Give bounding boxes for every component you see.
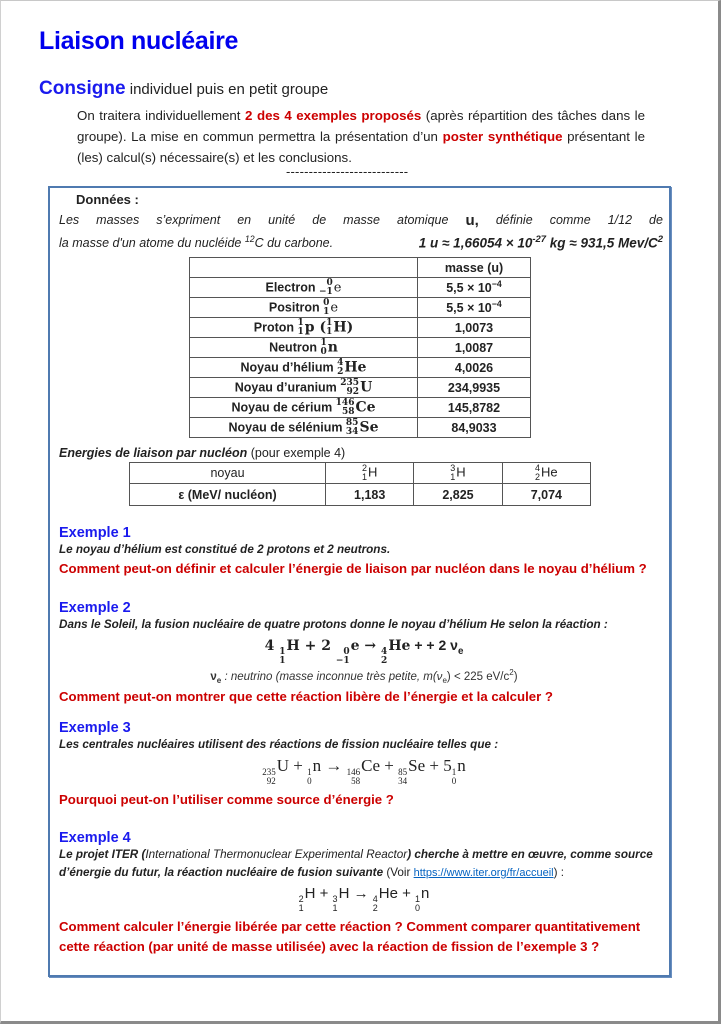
- nuclide-index: 1 1: [326, 317, 333, 337]
- example-1: [59, 525, 669, 579]
- example-2-title: Exemple 2: [59, 600, 131, 616]
- table-row: [190, 398, 531, 418]
- example-4-question: Comment calculer l’énergie libérée par cette réaction ? Comment comparer quantitativement cette réaction (par unité de masse utilisée) avec la réaction de fission de l’exemple 3 ?: [59, 919, 641, 954]
- nuclide-index: 1 0: [307, 767, 312, 786]
- donnees-word: Les: [59, 213, 80, 227]
- nuclide-index: 1 0: [415, 894, 421, 913]
- donnees-line-2: [59, 230, 663, 253]
- neutrino-subscript: e: [457, 645, 464, 657]
- hydrogen-symbol: H: [286, 638, 300, 654]
- example-2-description: Dans le Soleil, la fusion nucléaire de quatre protons donne le noyau d’hélium He selon la réaction :: [59, 618, 608, 631]
- nuclide-index: 0 1: [323, 297, 330, 317]
- energy-caption-italic: Energies de liaison par nucléon: [59, 446, 248, 460]
- donnees-word: unité: [268, 213, 296, 227]
- example-2-question: Comment peut-on montrer que cette réaction libère de l’énergie et la calculer ?: [59, 689, 553, 705]
- donnees-word: s’expriment: [156, 213, 221, 227]
- desc-d: (Voir: [383, 866, 414, 879]
- nuclide-index: 85 34: [345, 417, 359, 437]
- example-2: [59, 600, 669, 707]
- separator: ---------------------------: [286, 164, 409, 179]
- energy-table-caption: [59, 446, 345, 460]
- intro-text-1: On traitera individuellement: [77, 108, 246, 123]
- example-3: [59, 720, 669, 810]
- intro-text-2: (après répartition des tâches dans le groupe). La mise en commun permettra la présentation d’un: [77, 108, 645, 144]
- nuclide-index: 235 92: [262, 767, 276, 786]
- energy-value-cell: 2,825: [414, 484, 502, 506]
- nuclide-index: 0 −1: [318, 277, 333, 297]
- example-4-description: [59, 846, 669, 882]
- intro-highlight-examples: 2 des 4 exemples proposés: [245, 108, 422, 123]
- nuclide-index: 1 0: [451, 767, 457, 786]
- donnees-word: atomique: [397, 213, 449, 227]
- example-4: [59, 830, 669, 957]
- header-cell: 4 2 He: [502, 463, 590, 484]
- table-row: [190, 378, 531, 398]
- nuclide-index: 146 58: [346, 767, 361, 786]
- consigne-heading: [39, 78, 328, 100]
- mass-value-cell: 1,0087: [418, 338, 531, 358]
- reaction-arrow: →: [359, 638, 382, 654]
- nuclide-index: 1 1: [297, 317, 304, 337]
- consigne-subtitle: individuel puis en petit groupe: [129, 81, 329, 98]
- example-1-description: Le noyau d’hélium est constitué de 2 protons et 2 neutrons.: [59, 543, 391, 556]
- header-cell: 3 1 H: [414, 463, 502, 484]
- iter-link[interactable]: https://www.iter.org/fr/accueil: [413, 867, 554, 879]
- neutrino-note-limit: ) < 225 eV/c: [446, 670, 510, 683]
- example-3-description: Les centrales nucléaires utilisent des réactions de fission nucléaire telles que :: [59, 738, 499, 751]
- donnees-line-1: [59, 211, 663, 230]
- example-3-fission-equation: 235 92 U + 1 0 n → 146 58 Ce + 85 34 Se + 5 1 0 n: [262, 756, 466, 786]
- particle-cell: Neutron 1 0 n: [190, 338, 418, 358]
- donnees-text: [59, 211, 663, 253]
- consigne-keyword: Consigne: [39, 78, 126, 99]
- desc-c: ) cherche à mettre en œuvre, comme source d’énergie du futur, la réaction nucléaire de fusion suivante: [59, 848, 653, 879]
- neutrino-note-end: ): [513, 670, 518, 683]
- particle-cell: Noyau d’uranium 235 92 U: [190, 378, 418, 398]
- nuclide-index: 2 1: [298, 894, 304, 913]
- donnees-word: comme: [549, 213, 591, 227]
- row-label: ε (MeV/ nucléon): [130, 484, 326, 506]
- donnees-definition: [59, 230, 333, 253]
- eq-products: + + 2 ν: [410, 637, 458, 653]
- header-cell: 2 1 H: [326, 463, 414, 484]
- table-row: [190, 338, 531, 358]
- intro-text-3: présentant le (les) calcul(s) nécessaire(s) et les conclusions.: [77, 129, 646, 165]
- energy-table-header: [130, 463, 591, 484]
- mass-value-cell: $5,5 \times 10^{-4}$: [418, 278, 531, 298]
- energy-caption-rest: (pour exemple 4): [247, 446, 346, 460]
- mass-value-cell: 4,0026: [418, 358, 531, 378]
- neutrino-note-sub: e: [442, 676, 447, 686]
- particle-cell: Electron 0 −1 e: [190, 278, 418, 298]
- mass-value-cell: 1,0073: [418, 318, 531, 338]
- mass-value-cell: $5,5 \times 10^{-4}$: [418, 298, 531, 318]
- example-3-title: Exemple 3: [59, 720, 131, 736]
- donnees-word: définie: [495, 213, 533, 227]
- particle-cell: Noyau d’hélium 4 2 He: [190, 358, 418, 378]
- page-title: Liaison nucléaire: [39, 27, 239, 55]
- nuclide-index: 1 0: [320, 337, 327, 357]
- neutrino-note-text: : neutrino (masse inconnue très petite, m(ν: [221, 670, 443, 683]
- table-row: [190, 298, 531, 318]
- donnees-word: de: [649, 213, 663, 227]
- nuclide-index: 4 2: [381, 647, 388, 666]
- nuclide-index: 4 2: [337, 357, 344, 377]
- particle-cell: Proton 1 1 p ( 1 1 H): [190, 318, 418, 338]
- desc-a: Le projet ITER (: [59, 848, 146, 861]
- neutrino-note-exp: 2: [509, 668, 514, 677]
- header-cell: noyau: [130, 463, 326, 484]
- nuclide-index: 0 −1: [335, 647, 350, 666]
- consigne-instructions: [77, 105, 645, 168]
- header-cell: [190, 258, 418, 278]
- mass-table: [189, 257, 531, 438]
- table-row: [130, 484, 591, 506]
- intro-highlight-poster: poster synthétique: [442, 129, 563, 144]
- nuclide-index: 235 92: [340, 377, 360, 397]
- donnees-word: u,: [465, 212, 479, 229]
- example-4-title: Exemple 4: [59, 830, 131, 846]
- mass-value-cell: 84,9033: [418, 418, 531, 438]
- energy-value-cell: 1,183: [326, 484, 414, 506]
- particle-cell: Positron 0 1 e: [190, 298, 418, 318]
- example-3-question: Pourquoi peut-on l’utiliser comme source d’énergie ?: [59, 792, 394, 807]
- nuclide-index: 1 1: [279, 647, 286, 666]
- donnees-conversion: [419, 230, 663, 253]
- table-row: [190, 278, 531, 298]
- helium-symbol: He: [388, 638, 411, 654]
- conversion-text: 1 u ≈ 1,66054 × 10: [418, 235, 533, 251]
- table-row: [190, 358, 531, 378]
- mass-value-cell: 145,8782: [418, 398, 531, 418]
- conversion-exponent: -27: [532, 234, 547, 245]
- table-row: [190, 418, 531, 438]
- desc-e: ) :: [553, 866, 564, 879]
- donnees-word: de: [312, 213, 327, 227]
- eq-coef: 4: [264, 638, 280, 654]
- conversion-exponent-2: 2: [657, 234, 663, 245]
- conversion-text-2: kg ≈ 931,5 Mev/C: [546, 235, 658, 251]
- neutrino-symbol: ν: [210, 670, 217, 683]
- eq-coef: + 2: [299, 638, 336, 654]
- nuclide-index: 146 58: [335, 397, 355, 417]
- example-2-equation: [59, 637, 669, 666]
- particle-cell: Noyau de sélénium 85 34 Se: [190, 418, 418, 438]
- nuclide-index: 3 1: [332, 894, 338, 913]
- iter-full-name: International Thermonuclear Experimental Reactor: [145, 848, 408, 861]
- example-4-fusion-equation: 2 1 H + 3 1 H → 4 2 He + 1 0 n: [298, 885, 430, 913]
- mass-table-header: [190, 258, 531, 278]
- donnees-word: masses: [96, 213, 140, 227]
- donnees-word: 1/12: [607, 213, 633, 227]
- donnees-heading: Données :: [76, 192, 139, 207]
- header-cell: masse (u): [418, 258, 531, 278]
- carbon-mass-number: 12: [244, 234, 255, 244]
- particle-cell: Noyau de cérium 146 58 Ce: [190, 398, 418, 418]
- example-1-title: Exemple 1: [59, 525, 131, 541]
- electron-symbol: e: [350, 638, 360, 654]
- mass-value-cell: 234,9935: [418, 378, 531, 398]
- definition-text-end: C du carbone.: [254, 236, 334, 251]
- neutrino-sub: e: [216, 676, 222, 686]
- nuclide-index: 3 1: [450, 463, 456, 482]
- nuclide-index: 2 1: [361, 463, 367, 482]
- binding-energy-table: [129, 462, 591, 506]
- energy-value-cell: 7,074: [502, 484, 590, 506]
- donnees-word: masse: [343, 213, 380, 227]
- example-1-question: Comment peut-on définir et calculer l’énergie de liaison par nucléon dans le noyau d’hélium ?: [59, 561, 647, 576]
- donnees-word: en: [237, 213, 252, 227]
- nuclide-index: 85 34: [398, 767, 408, 786]
- definition-text: la masse d'un atome du nucléide: [59, 236, 245, 251]
- nuclide-index: 4 2: [535, 463, 541, 482]
- neutrino-note: [59, 668, 669, 685]
- nuclide-index: 4 2: [372, 894, 378, 913]
- table-row: [190, 318, 531, 338]
